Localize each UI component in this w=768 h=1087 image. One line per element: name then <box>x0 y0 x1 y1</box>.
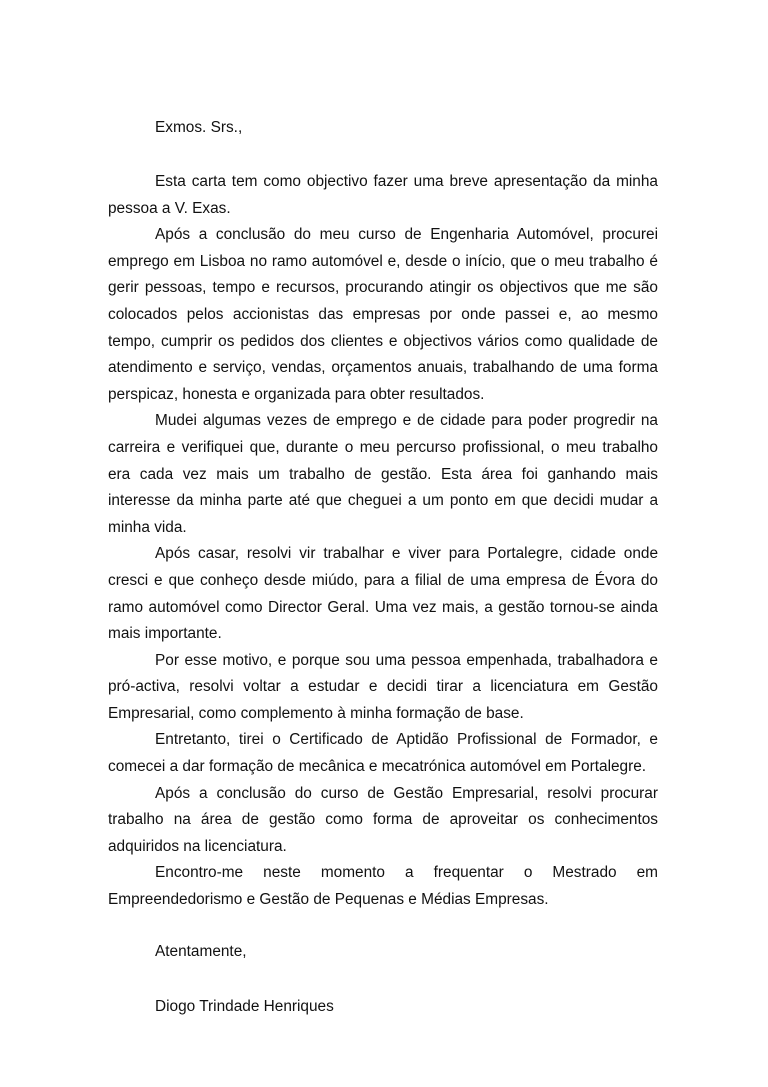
salutation: Exmos. Srs., <box>155 119 243 136</box>
paragraph-portalegre: Após casar, resolvi vir trabalhar e viver para Portalegre, cidade onde cresci e que conheço desde miúdo, para a filial de uma empresa de Évora do ramo automóvel como Director Geral. Uma vez mais, a gestão tornou-se ainda mais importante. <box>108 545 658 643</box>
letter-body <box>108 169 658 914</box>
paragraph-degree: Por esse motivo, e porque sou uma pessoa empenhada, trabalhadora e pró-activa, resolvi voltar a estudar e decidi tirar a licenciatura em Gestão Empresarial, como complemento à minha formação de base. <box>108 651 658 722</box>
closing: Atentamente, <box>155 943 247 960</box>
paragraph-career-progression: Mudei algumas vezes de emprego e de cidade para poder progredir na carreira e verifiquei que, durante o meu percurso profissional, o meu trabalho era cada vez mais um trabalho de gestão. Esta área foi ganhando mais interesse da minha parte até que cheguei a um ponto em que decidi mudar a minha vida. <box>108 412 658 536</box>
paragraph-trainer-certificate: Entretanto, tirei o Certificado de Aptidão Profissional de Formador, e comecei a dar formação de mecânica e mecatrónica automóvel em Portalegre. <box>108 731 658 776</box>
paragraph-job-search: Após a conclusão do curso de Gestão Empresarial, resolvi procurar trabalho na área de gestão como forma de aproveitar os conhecimentos adquiridos na licenciatura. <box>108 784 658 855</box>
paragraph-introduction: Esta carta tem como objectivo fazer uma breve apresentação da minha pessoa a V. Exas. <box>108 173 658 217</box>
paragraph-masters: Encontro-me neste momento a frequentar o Mestrado em Empreendedorismo e Gestão de Pequenas e Médias Empresas. <box>108 864 658 909</box>
signature-name: Diogo Trindade Henriques <box>155 998 334 1015</box>
paragraph-early-career: Após a conclusão do meu curso de Engenharia Automóvel, procurei emprego em Lisboa no ramo automóvel e, desde o início, que o meu trabalho é gerir pessoas, tempo e recursos, procurando atingir os objectivos que me são colocados pelos accionistas das empresas por onde passei e, ao mesmo tempo, cumprir os pedidos dos clientes e objectivos vários como qualidade de atendimento e serviço, vendas, orçamentos anuais, trabalhando de uma forma perspicaz, honesta e organizada para obter resultados. <box>108 226 658 403</box>
